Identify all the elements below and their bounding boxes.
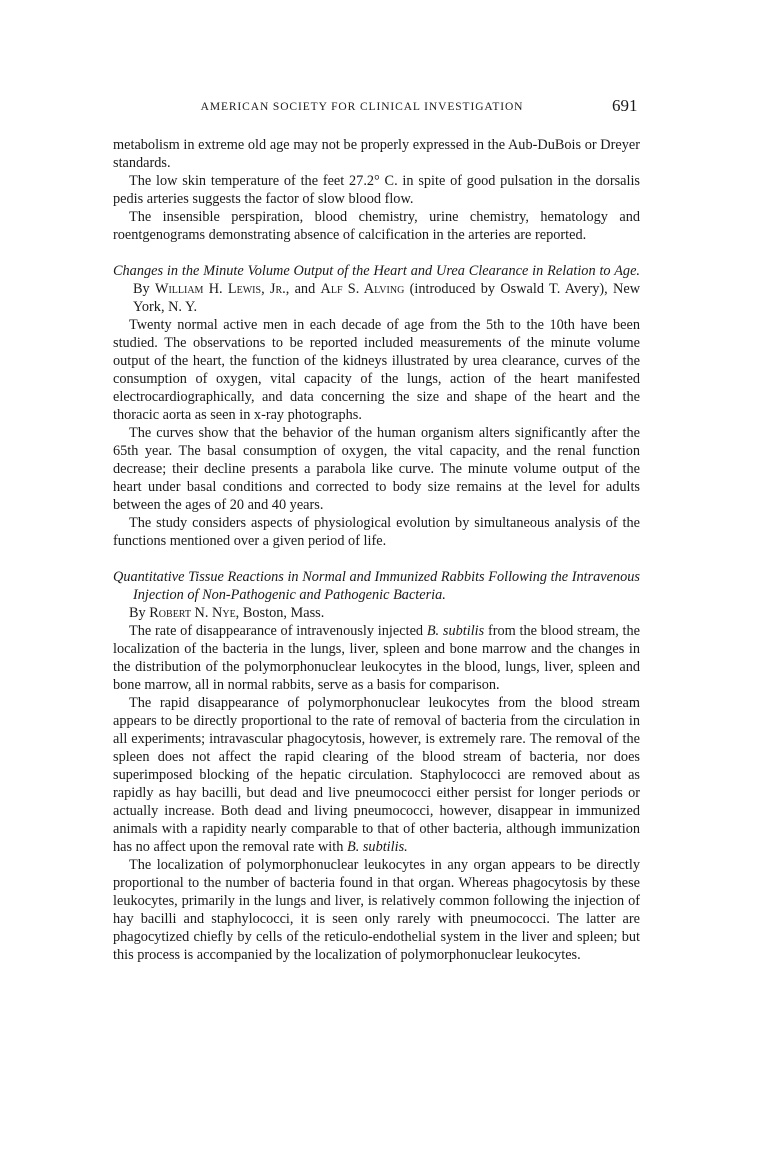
abstract-paragraph xyxy=(113,694,640,856)
byline-by: By xyxy=(133,281,150,297)
abstract-title: Quantitative Tissue Reactions in Normal and Immunized Rabbits Following the Intravenous Injection of Non-Pathogenic and Pathogenic Bacteria. xyxy=(113,569,640,603)
abstract-title: Changes in the Minute Volume Output of the Heart and Urea Clearance in Relation to Age. xyxy=(113,263,640,279)
text-run: from the blood stream, the localization of the bacteria in the lungs, liver, spleen and bone marrow and the changes in the distribution of the polymorphonuclear leukocytes in the blood, lungs, liver, spleen and bone marrow, all in normal rabbits, serve as a basis for comparison. xyxy=(113,623,640,693)
byline-rest: (introduced by Oswald T. Avery), New York, N. Y. xyxy=(133,281,641,315)
text-run: The rapid disappearance of polymorphonuclear leukocytes from the blood stream appears to be directly proportional to the rate of removal of bacteria from the circulation in all experiments; intravascular phagocytosis, however, is extremely rare. The removal of the spleen does not affect the rapid clearing of the blood stream of bacteria, nor does superimposed blocking of the hepatic circulation. Staphylococci are removed about as rapidly as hay bacilli, but dead and live pneumococci either persist for longer periods or actually increase. Both dead and living pneumococci, however, disappear in immunized animals with a rapidity nearly comparable to that of other bacteria, although immunization has no affect upon the removal rate with xyxy=(113,695,640,855)
author-name: Robert N. Nye, xyxy=(149,605,240,621)
abstract-paragraph: The localization of polymorphonuclear leukocytes in any organ appears to be directly proportional to the number of bacteria found in that organ. Whereas phagocytosis by these leukocytes, primarily in the lungs and liver, is relatively common following the injection of hay bacilli and staphylococci, it is seen only rarely with pneumococci. The latter are phagocytized chiefly by cells of the reticulo-endothelial system in the liver and spleen; but this process is accompanied by the localization of polymorphonuclear leukocytes. xyxy=(113,857,640,963)
continuation-paragraph: The low skin temperature of the feet 27.2° C. in spite of good pulsation in the dorsalis pedis arteries suggests the factor of slow blood flow. xyxy=(113,173,640,207)
species-name: B. subtilis xyxy=(426,623,485,639)
running-head: AMERICAN SOCIETY FOR CLINICAL INVESTIGATION xyxy=(200,101,524,113)
continuation-paragraph: metabolism in extreme old age may not be properly expressed in the Aub-DuBois or Dreyer standards. xyxy=(113,137,640,171)
byline-by: By xyxy=(129,605,146,621)
section-gap xyxy=(113,244,640,262)
text-run: The rate of disappearance of intravenously injected xyxy=(129,623,424,639)
abstract-paragraph: Twenty normal active men in each decade of age from the 5th to the 10th have been studied. The observations to be reported included measurements of the minute volume output of the heart, the function of the kidneys illustrated by urea clearance, curves of the consumption of oxygen, vital capacity of the lungs, action of the heart manifested electrocardiographically, and data concerning the size and shape of the heart and the thoracic aorta as seen in x-ray photographs. xyxy=(113,317,640,423)
abstract-heading-2 xyxy=(113,568,640,604)
body-text xyxy=(113,136,640,964)
abstract-paragraph xyxy=(113,622,640,694)
byline xyxy=(113,604,640,622)
section-gap xyxy=(113,550,640,568)
abstract-heading-1 xyxy=(113,262,640,316)
page-number: 691 xyxy=(612,96,638,115)
author-name: William H. Lewis, Jr., xyxy=(154,281,290,297)
abstract-paragraph: The study considers aspects of physiological evolution by simultaneous analysis of the functions mentioned over a given period of life. xyxy=(113,515,640,549)
species-name: B. subtilis. xyxy=(346,839,408,855)
abstract-paragraph: The curves show that the behavior of the human organism alters significantly after the 65th year. The basal consumption of oxygen, the vital capacity, and the renal function decrease; their decline presents a parabola like curve. The minute volume output of the heart under basal conditions and corrected to body size remains at the level for adults between the ages of 20 and 40 years. xyxy=(113,425,640,513)
continuation-paragraph: The insensible perspiration, blood chemistry, urine chemistry, hematology and roentgenograms demonstrating absence of calcification in the arteries are reported. xyxy=(113,209,640,243)
byline-location: Boston, Mass. xyxy=(242,605,325,621)
byline-and: and xyxy=(294,281,316,297)
author-name: Alf S. Alving xyxy=(320,281,405,297)
